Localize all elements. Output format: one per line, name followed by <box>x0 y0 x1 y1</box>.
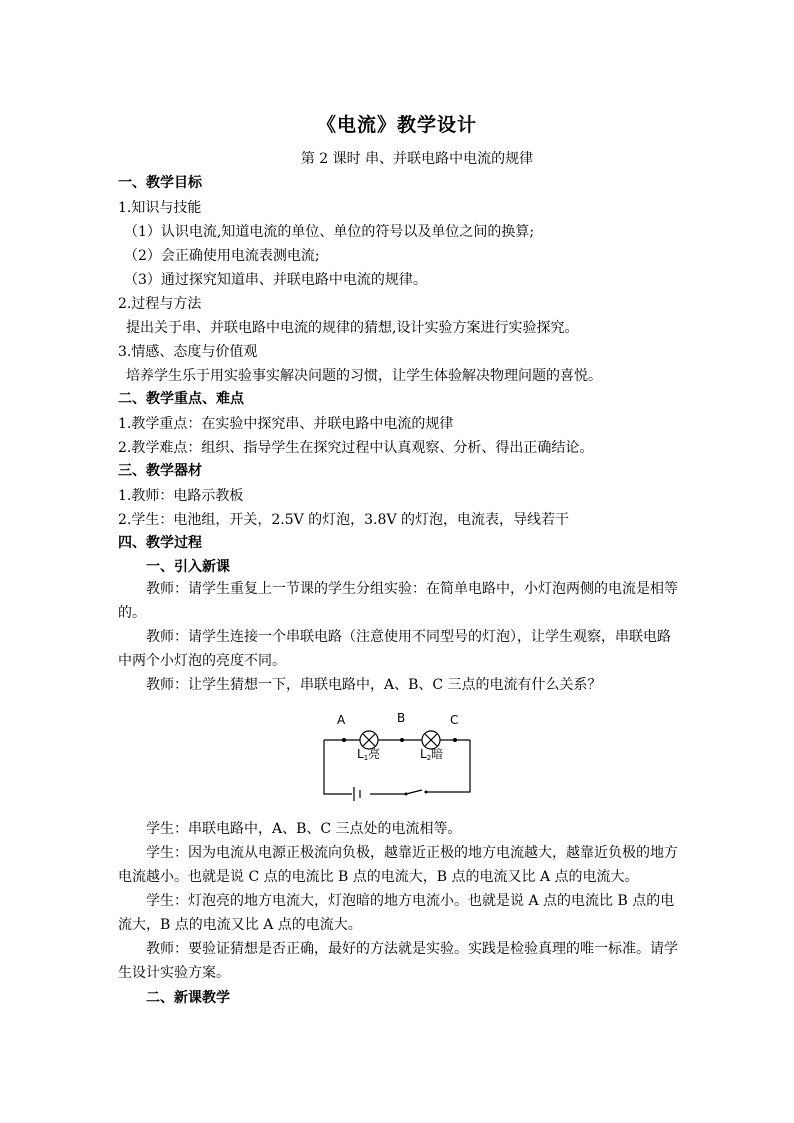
objective-item-2: （2）会正确使用电流表测电流; <box>124 248 320 264</box>
subsection-attitude: 3.情感、态度与价值观 <box>118 344 258 360</box>
paragraph-teacher-2: 教师：请学生连接一个串联电路（注意使用不同型号的灯泡），让学生观察，串联电路中两个小灯泡的亮度不同。 <box>118 629 671 669</box>
switch-pivot-dot <box>405 793 408 796</box>
node-a-dot <box>342 738 346 742</box>
process-text: 提出关于串、并联电路中电流的规律的猜想,设计实验方案进行实验探究。 <box>126 320 579 336</box>
paragraph-teacher-3: 教师：让学生猜想一下，串联电路中，A、B、C 三点的电流有什么关系？ <box>146 677 602 693</box>
objective-item-3: （3）通过探究知道串、并联电路中电流的规律。 <box>124 272 427 288</box>
attitude-text: 培养学生乐于用实验事实解决问题的习惯，让学生体验解决物理问题的喜悦。 <box>126 368 602 384</box>
paragraph-teacher-1: 教师：请学生重复上一节课的学生分组实验：在简单电路中，小灯泡两侧的电流是相等的。 <box>118 581 678 621</box>
equipment-item-2: 2.学生：电池组，开关，2.5V 的灯泡，3.8V 的灯泡，电流表，导线若干 <box>118 512 570 528</box>
label-node-c: C <box>450 713 459 727</box>
node-b-dot <box>400 738 404 742</box>
keypoint-item-2: 2.教学难点：组织、指导学生在探究过程中认真观察、分析、得出正确结论。 <box>118 440 594 456</box>
paragraph-student-3: 学生：灯泡亮的地方电流大，灯泡暗的地方电流小。也就是说 A 点的电流比 B 点的电流大，B 点的电流又比 A 点的电流大。 <box>118 893 675 933</box>
subsection-process: 2.过程与方法 <box>118 296 202 312</box>
subsection-knowledge: 1.知识与技能 <box>118 200 202 216</box>
objective-item-1: （1）认识电流,知道电流的单位、单位的符号以及单位之间的换算; <box>124 224 535 240</box>
lamp2-label: L2暗 <box>420 747 444 762</box>
section-heading-objectives: 一、教学目标 <box>118 175 202 191</box>
part-heading-new-lesson: 二、新课教学 <box>146 990 230 1006</box>
paragraph-student-2: 学生：因为电流从电源正极流向负极，越靠近正极的地方电流越大，越靠近负极的地方电流越小。也就是说 C 点的电流比 B 点的电流大，B 点的电流又比 A 点的电流大。 <box>118 845 678 885</box>
series-circuit-diagram <box>318 706 478 806</box>
keypoint-item-1: 1.教学重点：在实验中探究串、并联电路中电流的规律 <box>118 416 454 432</box>
lesson-subtitle: 第 2 课时 串、并联电路中电流的规律 <box>300 151 534 167</box>
section-heading-keypoints: 二、教学重点、难点 <box>118 391 244 407</box>
lamp1-label: L1亮 <box>357 747 381 762</box>
document-title: 《电流》教学设计 <box>316 114 477 136</box>
node-c-dot <box>453 738 457 742</box>
label-node-b: B <box>397 711 406 725</box>
switch-contact-dot <box>425 791 428 794</box>
section-heading-equipment: 三、教学器材 <box>118 463 202 479</box>
section-heading-process: 四、教学过程 <box>118 535 202 551</box>
equipment-item-1: 1.教师：电路示教板 <box>118 488 244 504</box>
part-heading-intro: 一、引入新课 <box>146 559 230 575</box>
paragraph-teacher-4: 教师：要验证猜想是否正确，最好的方法就是实验。实践是检验真理的唯一标准。请学生设计实验方案。 <box>118 941 678 981</box>
paragraph-student-1: 学生：串联电路中，A、B、C 三点处的电流相等。 <box>146 821 462 837</box>
label-node-a: A <box>337 713 346 727</box>
